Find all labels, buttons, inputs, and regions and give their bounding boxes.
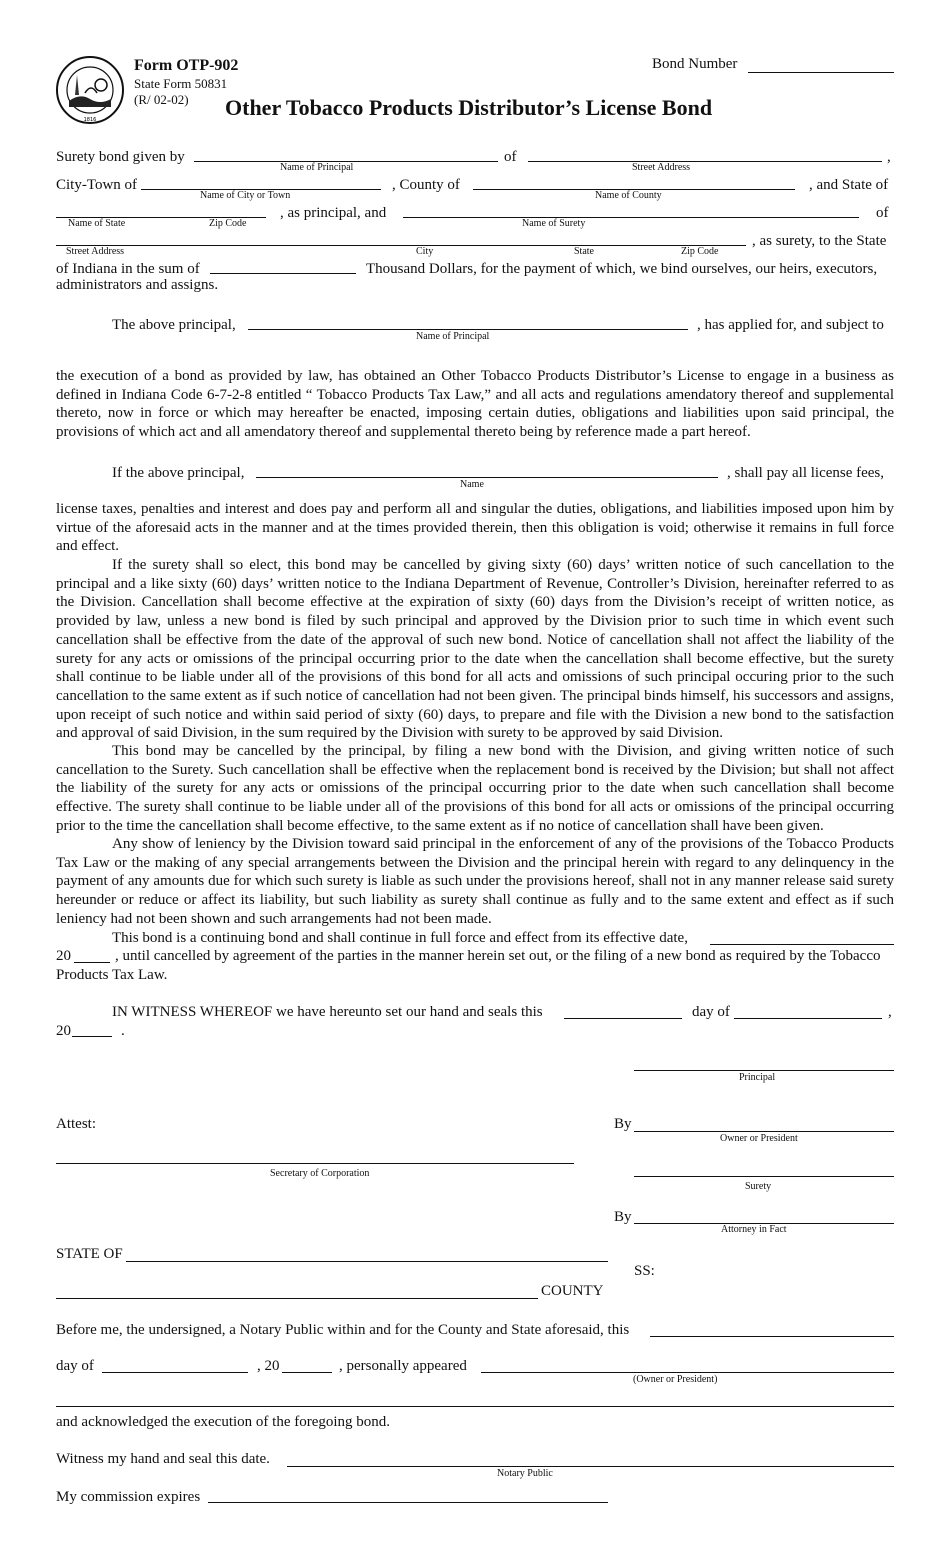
street-address-caption-2: Street Address [66,246,125,257]
notary-day-of-label: day of [56,1358,94,1374]
witness-month-field[interactable] [734,1018,882,1019]
surety-signature-line[interactable] [634,1176,894,1177]
surety-address-field[interactable] [56,245,746,246]
notary-year-field[interactable] [282,1372,332,1373]
notary-signature-line[interactable] [287,1466,894,1467]
principal-cancellation-clause: This bond may be cancelled by the principal, by filing a new bond with the Division, and giving written notice of such cancellation to the Surety. Such cancellation shall be effective when the replacement bond is received by the Division; but shall not affect the liability of the surety for any acts or omissions of the principal occurring prior to the date when such cancellation shall become effective. The surety shall continue to be liable under all of the provisions of this bond for all acts or omissions of the principal occurring prior to the time the cancellation shall become effective, to the same extent as if no notice of cancellation shall have been given. [56,743,894,834]
name-of-surety-caption: Name of Surety [522,218,586,229]
state-seal [55,55,125,125]
thousand-dollars-text: Thousand Dollars, for the payment of which, we bind ourselves, our heirs, executors, [366,261,878,277]
by-label-2: By [614,1209,632,1225]
witness-period: . [121,1023,125,1039]
zip-code-caption: Zip Code [209,218,247,229]
acknowledged-text: and acknowledged the execution of the foregoing bond. [56,1414,391,1430]
name-of-state-caption: Name of State [68,218,126,229]
above-principal-label: The above principal, [112,317,236,333]
witness-whereof-text: IN WITNESS WHEREOF we have hereunto set our hand and seals this [112,1004,543,1020]
license-paragraph: the execution of a bond as provided by law, has obtained an Other Tobacco Products Distributor’s License to engage in a business as defined in Indiana Code 6-7-2-8 entitled “ Tobacco Products Tax Law,” and all acts and regulations amendatory thereof and supplemental thereto, now in force or which may hereafter be enacted, imposing certain duties, obligations and liabilities upon said principal, the provisions of which act and all amendatory thereof and supplemental thereto being by reference made a part hereof. [56,368,894,441]
applied-for-text: , has applied for, and subject to [697,317,884,333]
surety-given-by-label: Surety bond given by [56,149,185,165]
name-of-principal-caption: Name of Principal [280,162,354,173]
until-cancelled-text: , until cancelled by agreement of the parties in the manner herein set out, or the filing of a new bond as required by the Tobacco [115,948,881,964]
county-of-label: , County of [392,177,460,193]
seal-icon [55,55,125,125]
street-address-caption: Street Address [632,162,691,173]
form-revision: (R/ 02-02) [134,92,189,107]
principal-signature-line[interactable] [634,1070,894,1071]
form-title: Other Tobacco Products Distributor’s License Bond [225,95,713,120]
continuing-year-prefix: 20 [56,948,71,964]
owner-or-president-caption: Owner or President [720,1133,798,1144]
as-principal-label: , as principal, and [280,205,387,221]
bond-number-label: Bond Number [652,56,738,72]
form-number: Form OTP-902 [134,57,239,74]
attest-label: Attest: [56,1116,96,1132]
personally-appeared-text: , personally appeared [339,1358,467,1374]
commission-expires-field[interactable] [208,1502,608,1503]
of-label-2: of [876,205,889,221]
state-form-number: State Form 50831 [134,76,228,91]
of-label: of [504,149,517,165]
ss-label: SS: [634,1263,655,1279]
leniency-clause: Any show of leniency by the Division toward said principal in the enforcement of any of the provisions of the Tobacco Products Tax Law or the making of any special arrangements between the Division and the principal herein with regard to any delinquency in the payment of any amounts due for which such surety is liable as such under the provisions hereof, shall not in any manner release said surety hereunder or reduce or affect its liability, but such liability as surety shall continue as fully and to the same extent and effect as if such leniency had not been shown and such arrangements had not been made. [56,836,894,927]
notary-year-prefix: , 20 [257,1358,280,1374]
notary-this-field[interactable] [650,1336,894,1337]
attorney-in-fact-caption: Attorney in Fact [721,1224,787,1235]
license-fees-text: , shall pay all license fees, [727,465,885,481]
notary-day-field[interactable] [102,1372,248,1373]
witness-hand-text: Witness my hand and seal this date. [56,1451,270,1467]
witness-day-of-label: day of [692,1004,730,1020]
county-label: COUNTY [541,1283,604,1299]
seal-year: 1816 [83,117,97,123]
if-principal-name-field[interactable] [256,477,718,478]
notary-owner-caption: (Owner or President) [633,1374,718,1385]
as-surety-label: , as surety, to the State [752,233,887,249]
surety-name-field[interactable] [403,217,859,218]
notary-county-field[interactable] [56,1298,538,1299]
sum-label: of Indiana in the sum of [56,261,200,277]
surety-caption: Surety [745,1181,772,1192]
sum-field[interactable] [210,273,356,274]
notary-state-field[interactable] [126,1261,608,1262]
secretary-signature-line[interactable] [56,1163,574,1164]
surety-cancellation-clause: If the surety shall so elect, this bond may be cancelled by giving sixty (60) days’ written notice of such cancellation to the principal and a like sixty (60) days’ written notice to the Indiana Department of Revenue, Controller’s Division, hereinafter referred to as the Division. Cancellation shall become effective at the expiration of sixty (60) days from the Division’s receipt of written notice, as provided by law, unless a new bond is filed by such principal and approved by the Division prior to such time in which event such cancellation shall be effective from the date of the approval of such new bond. Notice of cancellation shall not affect the liability of the surety for any acts or omissions of the principal occurring prior to the date when the cancellation shall become effective, but the surety shall continue to be liable under all of the provisions of this bond for all acts and omissions of such principal occuring prior to the such cancellation to the same extent as if such notice of cancellation had not been given. The principal binds himself, his successors and assigns, upon receipt of such notice and within said period of sixty (60) days, to prepare and file with the Division a new bond to the satisfaction and approval of said Division, in the sum required by the Division with surety to be approved by said Division. [56,557,894,742]
witness-comma: , [888,1004,892,1020]
city-town-label: City-Town of [56,177,138,193]
witness-year-prefix: 20 [56,1023,71,1039]
commission-expires-label: My commission expires [56,1489,201,1505]
tax-law-text: Products Tax Law. [56,967,168,983]
notary-public-caption: Notary Public [497,1468,553,1479]
effective-year-field[interactable] [74,962,110,963]
principal-caption: Principal [739,1072,776,1083]
administrators-text: administrators and assigns. [56,277,219,293]
city-caption: City [416,246,434,257]
notary-state-of-label: STATE OF [56,1246,123,1262]
secretary-caption: Secretary of Corporation [270,1168,370,1179]
notary-extra-line[interactable] [56,1406,894,1407]
effective-date-field[interactable] [710,944,894,945]
state-of-label: , and State of [809,177,889,193]
name-of-city-caption: Name of City or Town [200,190,291,201]
appeared-name-field[interactable] [481,1372,894,1373]
witness-day-field[interactable] [564,1018,682,1019]
name-of-county-caption: Name of County [595,190,662,201]
name-of-principal-caption-2: Name of Principal [416,331,490,342]
bond-number-field[interactable] [748,72,894,73]
continuing-bond-text: This bond is a continuing bond and shall continue in full force and effect from its effective date, [112,930,688,946]
zip-code-caption-2: Zip Code [681,246,719,257]
if-above-principal-label: If the above principal, [112,465,245,481]
by-label: By [614,1116,632,1132]
owner-signature-line[interactable] [634,1131,894,1132]
name-caption: Name [460,479,484,490]
state-caption: State [574,246,594,257]
above-principal-field[interactable] [248,329,688,330]
street-address-field[interactable] [528,161,882,162]
obligation-paragraph: license taxes, penalties and interest and does pay and perform all and singular the duties, obligations, and liabilities imposed upon him by virtue of the aforesaid acts in the manner and at the times provided therein, then this obligation is void; otherwise it remains in full force and effect. [56,501,894,555]
comma: , [887,149,891,165]
witness-year-field[interactable] [72,1036,112,1037]
before-me-text: Before me, the undersigned, a Notary Public within and for the County and State aforesaid, this [56,1322,630,1338]
